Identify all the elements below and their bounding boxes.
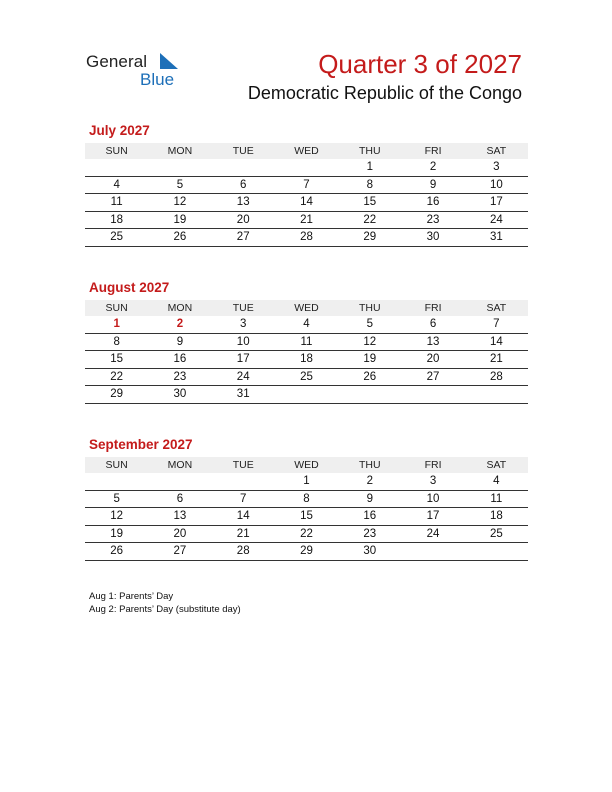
- weekday-header: THU: [338, 143, 401, 159]
- day-cell: 6: [401, 316, 464, 333]
- weekday-header: THU: [338, 300, 401, 316]
- weekday-header: MON: [148, 457, 211, 473]
- month-july: [85, 123, 528, 247]
- day-cell: 30: [148, 386, 211, 404]
- day-cell: 14: [275, 194, 338, 212]
- month-august: [85, 280, 528, 404]
- week-row: [85, 211, 528, 229]
- calendar-table: [85, 457, 528, 561]
- day-cell: 2: [338, 473, 401, 490]
- week-row: [85, 525, 528, 543]
- logo-blue-text: Blue: [140, 70, 175, 89]
- day-cell: 29: [85, 386, 148, 404]
- day-cell: 15: [275, 508, 338, 526]
- day-cell: 3: [465, 159, 528, 176]
- day-cell: 12: [148, 194, 211, 212]
- day-cell: 21: [212, 525, 275, 543]
- weekday-header-row: [85, 300, 528, 316]
- holiday-note: Aug 1: Parents’ Day: [89, 591, 174, 602]
- logo-general-text: General: [86, 52, 148, 71]
- month-title: August 2027: [89, 280, 170, 295]
- day-cell: 11: [85, 194, 148, 212]
- holiday-note: Aug 2: Parents’ Day (substitute day): [89, 604, 241, 615]
- day-cell: 14: [465, 333, 528, 351]
- weekday-header: FRI: [401, 300, 464, 316]
- day-cell: 28: [275, 229, 338, 247]
- day-cell: [212, 473, 275, 490]
- day-cell: 8: [275, 490, 338, 508]
- day-cell: 24: [401, 525, 464, 543]
- day-cell: 21: [275, 211, 338, 229]
- day-cell: 14: [212, 508, 275, 526]
- day-cell: 22: [275, 525, 338, 543]
- day-cell: 13: [148, 508, 211, 526]
- day-cell: 20: [401, 351, 464, 369]
- day-cell: [85, 159, 148, 176]
- day-cell: 27: [401, 368, 464, 386]
- day-cell: 15: [85, 351, 148, 369]
- day-cell: 30: [401, 229, 464, 247]
- page-title: Quarter 3 of 2027: [318, 49, 522, 79]
- day-cell: 4: [85, 176, 148, 194]
- week-row: [85, 333, 528, 351]
- day-cell: 7: [275, 176, 338, 194]
- day-cell: 28: [465, 368, 528, 386]
- day-cell: 24: [212, 368, 275, 386]
- day-cell: 19: [148, 211, 211, 229]
- day-cell: [465, 543, 528, 561]
- day-cell: 18: [465, 508, 528, 526]
- day-cell: 20: [212, 211, 275, 229]
- generalblue-logo: [86, 50, 186, 90]
- day-cell: 18: [85, 211, 148, 229]
- day-cell: 2: [148, 316, 211, 333]
- day-cell: [148, 473, 211, 490]
- day-cell: 24: [465, 211, 528, 229]
- week-row: [85, 368, 528, 386]
- day-cell: 30: [338, 543, 401, 561]
- logo-flag-icon: [158, 52, 180, 70]
- weekday-header: WED: [275, 457, 338, 473]
- weekday-header: SUN: [85, 457, 148, 473]
- day-cell: 7: [465, 316, 528, 333]
- day-cell: 17: [401, 508, 464, 526]
- week-row: [85, 229, 528, 247]
- day-cell: 6: [148, 490, 211, 508]
- weekday-header: SUN: [85, 300, 148, 316]
- day-cell: 13: [401, 333, 464, 351]
- day-cell: 17: [212, 351, 275, 369]
- day-cell: 9: [338, 490, 401, 508]
- day-cell: 5: [338, 316, 401, 333]
- day-cell: 4: [465, 473, 528, 490]
- day-cell: [85, 473, 148, 490]
- day-cell: 16: [148, 351, 211, 369]
- month-september: [85, 437, 528, 561]
- weekday-header: SUN: [85, 143, 148, 159]
- calendar-table: [85, 143, 528, 247]
- weekday-header: THU: [338, 457, 401, 473]
- day-cell: 25: [465, 525, 528, 543]
- weekday-header: SAT: [465, 143, 528, 159]
- month-title: July 2027: [89, 123, 150, 138]
- day-cell: 25: [85, 229, 148, 247]
- day-cell: 15: [338, 194, 401, 212]
- day-cell: 25: [275, 368, 338, 386]
- weekday-header: SAT: [465, 300, 528, 316]
- month-title: September 2027: [89, 437, 193, 452]
- day-cell: 21: [465, 351, 528, 369]
- day-cell: 9: [148, 333, 211, 351]
- day-cell: 16: [401, 194, 464, 212]
- day-cell: [148, 159, 211, 176]
- weekday-header: TUE: [212, 300, 275, 316]
- week-row: [85, 386, 528, 404]
- day-cell: 10: [401, 490, 464, 508]
- day-cell: [338, 386, 401, 404]
- weekday-header: FRI: [401, 143, 464, 159]
- day-cell: [275, 386, 338, 404]
- week-row: [85, 543, 528, 561]
- day-cell: 9: [401, 176, 464, 194]
- day-cell: 22: [338, 211, 401, 229]
- day-cell: 11: [465, 490, 528, 508]
- day-cell: 1: [85, 316, 148, 333]
- day-cell: 5: [85, 490, 148, 508]
- day-cell: 16: [338, 508, 401, 526]
- day-cell: 11: [275, 333, 338, 351]
- day-cell: 23: [338, 525, 401, 543]
- weekday-header: WED: [275, 300, 338, 316]
- day-cell: 22: [85, 368, 148, 386]
- day-cell: 8: [85, 333, 148, 351]
- day-cell: 10: [212, 333, 275, 351]
- day-cell: 3: [212, 316, 275, 333]
- day-cell: 19: [85, 525, 148, 543]
- day-cell: 31: [212, 386, 275, 404]
- day-cell: 6: [212, 176, 275, 194]
- day-cell: 4: [275, 316, 338, 333]
- day-cell: 10: [465, 176, 528, 194]
- weekday-header: MON: [148, 300, 211, 316]
- day-cell: 17: [465, 194, 528, 212]
- day-cell: 28: [212, 543, 275, 561]
- weekday-header: TUE: [212, 143, 275, 159]
- day-cell: 12: [85, 508, 148, 526]
- weekday-header-row: [85, 457, 528, 473]
- week-row: [85, 316, 528, 333]
- day-cell: [212, 159, 275, 176]
- day-cell: 1: [275, 473, 338, 490]
- day-cell: 8: [338, 176, 401, 194]
- week-row: [85, 508, 528, 526]
- day-cell: 23: [401, 211, 464, 229]
- day-cell: [401, 386, 464, 404]
- day-cell: 23: [148, 368, 211, 386]
- week-row: [85, 194, 528, 212]
- week-row: [85, 490, 528, 508]
- day-cell: 7: [212, 490, 275, 508]
- holiday-notes: [89, 590, 241, 616]
- day-cell: [401, 543, 464, 561]
- day-cell: 13: [212, 194, 275, 212]
- day-cell: 18: [275, 351, 338, 369]
- day-cell: 20: [148, 525, 211, 543]
- day-cell: 31: [465, 229, 528, 247]
- day-cell: 19: [338, 351, 401, 369]
- week-row: [85, 159, 528, 176]
- weekday-header: TUE: [212, 457, 275, 473]
- day-cell: 27: [212, 229, 275, 247]
- day-cell: 26: [148, 229, 211, 247]
- weekday-header: WED: [275, 143, 338, 159]
- day-cell: 29: [275, 543, 338, 561]
- day-cell: 27: [148, 543, 211, 561]
- day-cell: 26: [338, 368, 401, 386]
- day-cell: 26: [85, 543, 148, 561]
- country-subtitle: Democratic Republic of the Congo: [247, 83, 522, 103]
- day-cell: 3: [401, 473, 464, 490]
- day-cell: 1: [338, 159, 401, 176]
- weekday-header-row: [85, 143, 528, 159]
- day-cell: 12: [338, 333, 401, 351]
- weekday-header: MON: [148, 143, 211, 159]
- day-cell: 5: [148, 176, 211, 194]
- week-row: [85, 473, 528, 490]
- day-cell: 29: [338, 229, 401, 247]
- weekday-header: FRI: [401, 457, 464, 473]
- calendar-table: [85, 300, 528, 404]
- day-cell: [275, 159, 338, 176]
- week-row: [85, 176, 528, 194]
- week-row: [85, 351, 528, 369]
- day-cell: 2: [401, 159, 464, 176]
- day-cell: [465, 386, 528, 404]
- weekday-header: SAT: [465, 457, 528, 473]
